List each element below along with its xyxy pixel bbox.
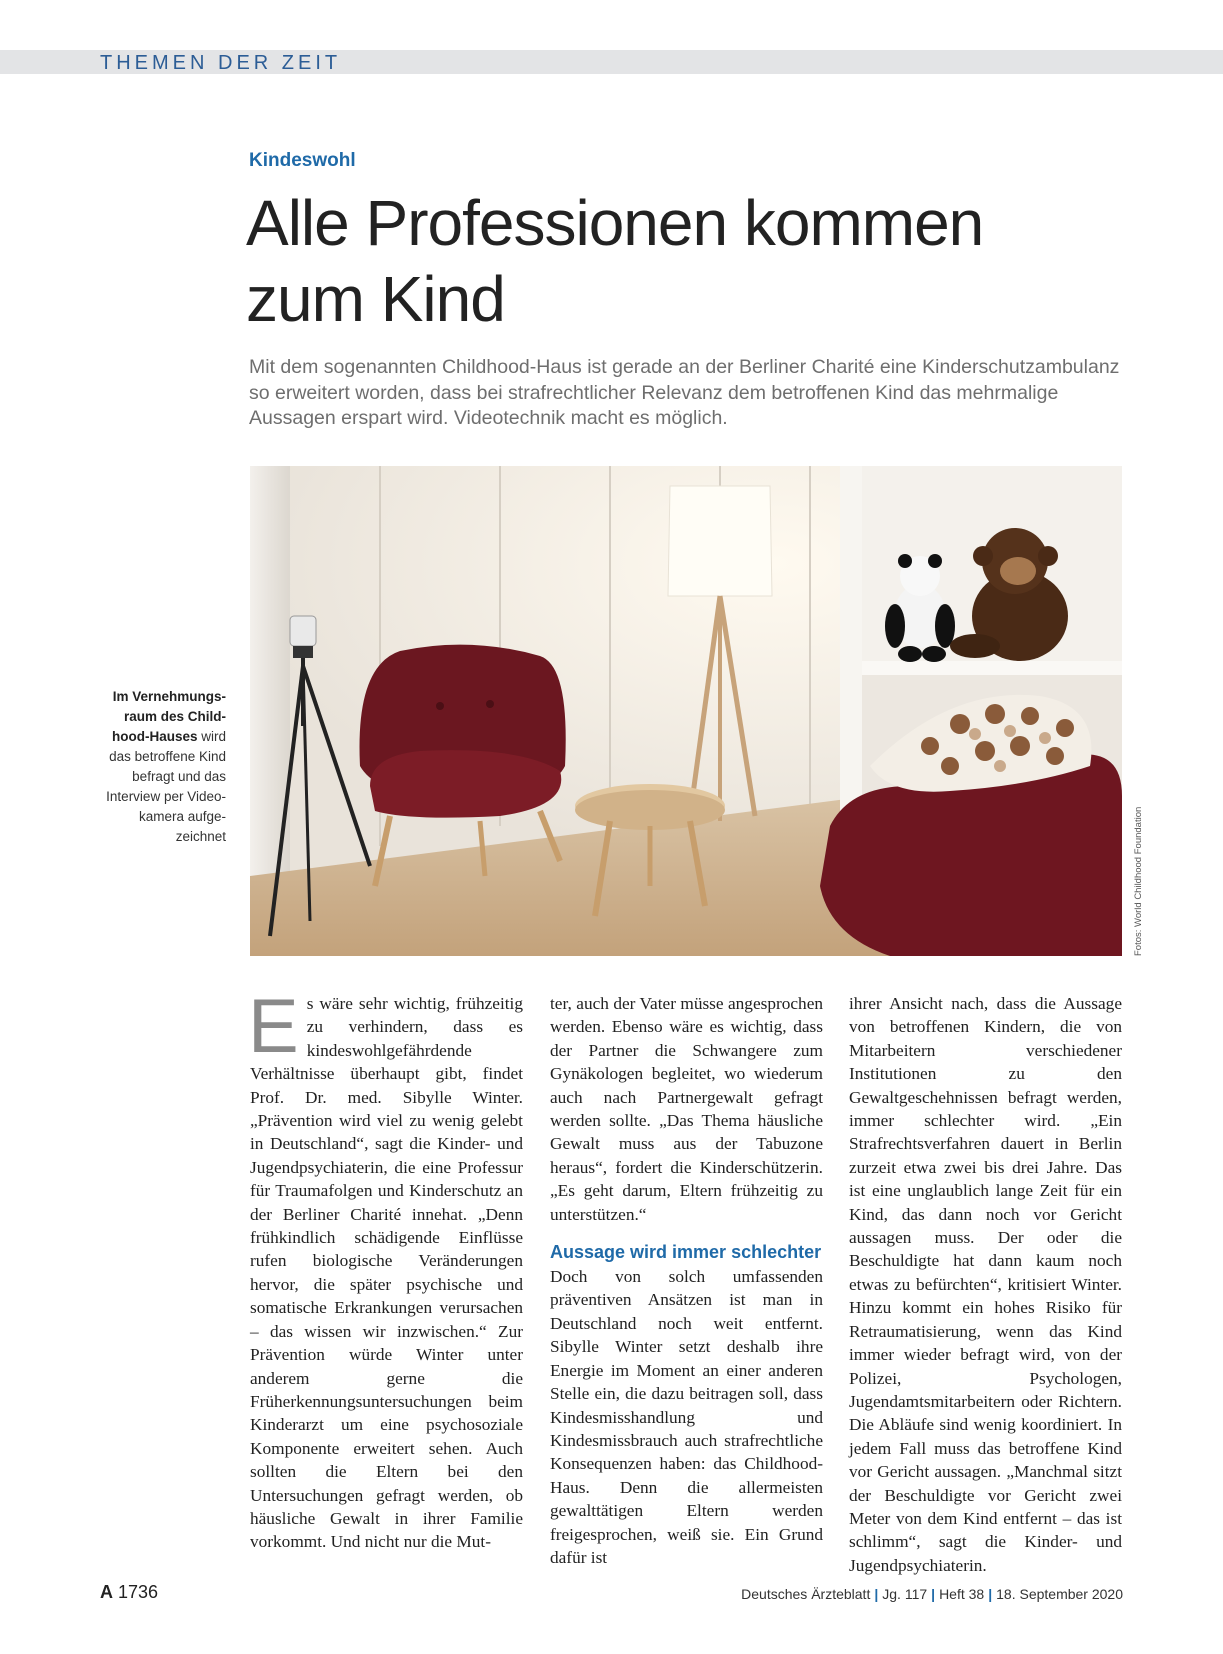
column-2-text-b: Doch von solch umfassenden präventiven Ansätzen ist man in Deutschland noch weit entfernt. Sibylle Winter setzt deshalb ihre Energie im Moment an einer anderen Stelle ein, die dazu beitragen soll, dass Kindesmisshandlung und Kindesmissbrauch auch strafrechtliche Konsequenzen haben: das Childhood-Haus. Denn die allermeisten gewalttätigen Eltern werden freigesprochen, weiß sie. Ein Grund dafür ist xyxy=(550,1267,823,1567)
column-1 xyxy=(248,984,523,1554)
page-prefix: A xyxy=(100,1582,113,1602)
interview-room-photo xyxy=(250,466,1122,956)
journal-footer: Deutsches Ärzteblatt | Jg. 117 | Heft 38 | 18. September 2020 xyxy=(741,1586,1123,1602)
column-1-text: s wäre sehr wichtig, frühzeitig zu verhindern, dass es kindeswohlgefährdende Verhältnisse überhaupt gibt, findet Prof. Dr. med. Sibylle Winter. „Prävention wird viel zu wenig gelebt in Deutschland“, sagt die Kinder- und Jugendpsychiaterin, die eine Professur für Traumafolgen und Kinderschutz an der Berliner Charité innehat. „Denn frühkindlich schädigende Einflüsse rufen biologische Veränderungen hervor, die später psychische und somatische Erkrankungen verursachen – das wissen wir inzwischen.“ Zur Prävention würde Winter unter anderem gerne die Früherkennungsuntersuchungen beim Kinderarzt um eine psychosoziale Komponente erweitert sehen. Auch sollten die Eltern bei den Untersuchungen gefragt werden, ob häusliche Gewalt in ihrer Familie vorkommt. Und nicht nur die Mut- xyxy=(250,994,523,1552)
photo-credit: Fotos: World Childhood Foundation xyxy=(1133,806,1144,956)
photo-caption xyxy=(96,687,226,847)
article-title-line-1: Alle Professionen kommen xyxy=(246,187,984,259)
page-number xyxy=(100,1582,158,1603)
article-title xyxy=(246,185,1146,337)
column-3 xyxy=(849,992,1122,1577)
section-label: THEMEN DER ZEIT xyxy=(100,52,342,74)
column-2 xyxy=(550,992,823,1569)
article-kicker: Kindeswohl xyxy=(249,150,356,171)
page-number-value: 1736 xyxy=(118,1582,159,1602)
journal-volume: Jg. 117 xyxy=(882,1586,928,1602)
subheading: Aussage wird immer schlechter xyxy=(550,1242,822,1263)
journal-name: Deutsches Ärzteblatt xyxy=(741,1586,871,1602)
column-2-text-a: ter, auch der Vater müsse angesprochen werden. Ebenso wäre es wichtig, dass der Partner die Schwangere zum Gynäkologen begleitet, wo wiederum auch nach Partnergewalt gefragt werden sollte. „Das Thema häusliche Gewalt muss aus der Tabuzone heraus“, fordert die Kinderschützerin. „Es geht darum, Eltern frühzeitig zu unterstützen.“ xyxy=(550,994,823,1224)
dropcap: E xyxy=(248,984,299,1069)
article-lead: Mit dem sogenannten Childhood-Haus ist gerade an der Berliner Charité eine Kinderschutzambulanz so erweitert worden, dass bei strafrechtlicher Relevanz dem betroffenen Kind das mehrmalige Aussagen erspart wird. Videotechnik macht es möglich. xyxy=(249,356,1120,429)
article-title-line-2: zum Kind xyxy=(246,263,505,335)
column-3-text: ihrer Ansicht nach, dass die Aussage von betroffenen Kindern, die von Mitarbeitern verschiedener Institutionen zu den Gewaltgeschehnissen befragt werden, immer schlechter wird. „Ein Strafrechtsverfahren dauert in Berlin zurzeit etwa zwei bis drei Jahre. Das ist eine unglaublich lange Zeit für ein Kind, das dann noch vor Gericht aussagen muss. Der oder die Beschuldigte hat dann kaum noch etwas zu befürchten“, kritisiert Winter. Hinzu kommt ein hohes Risiko für Retraumatisierung, wenn das Kind immer wieder befragt wird, von der Polizei, Psychologen, Jugendamtsmitarbeitern oder Richtern. Die Abläufe sind wenig koordiniert. In jedem Fall muss das betroffene Kind vor Gericht aussagen. „Manchmal sitzt der Beschuldigte vor Gericht zwei Meter von dem Kind entfernt – das ist schlimm“, sagt die Kinder- und Jugendpsychiaterin. xyxy=(849,994,1122,1575)
photo-caption-bold: Im Vernehmungsraum des Childhood-Hauses xyxy=(111,689,226,744)
journal-issue: Heft 38 xyxy=(939,1586,985,1602)
photo-caption-text: wird das betroffene Kind befragt und das Interview per Videokamera aufgezeichnet xyxy=(106,729,226,844)
journal-date: 18. September 2020 xyxy=(996,1586,1123,1602)
